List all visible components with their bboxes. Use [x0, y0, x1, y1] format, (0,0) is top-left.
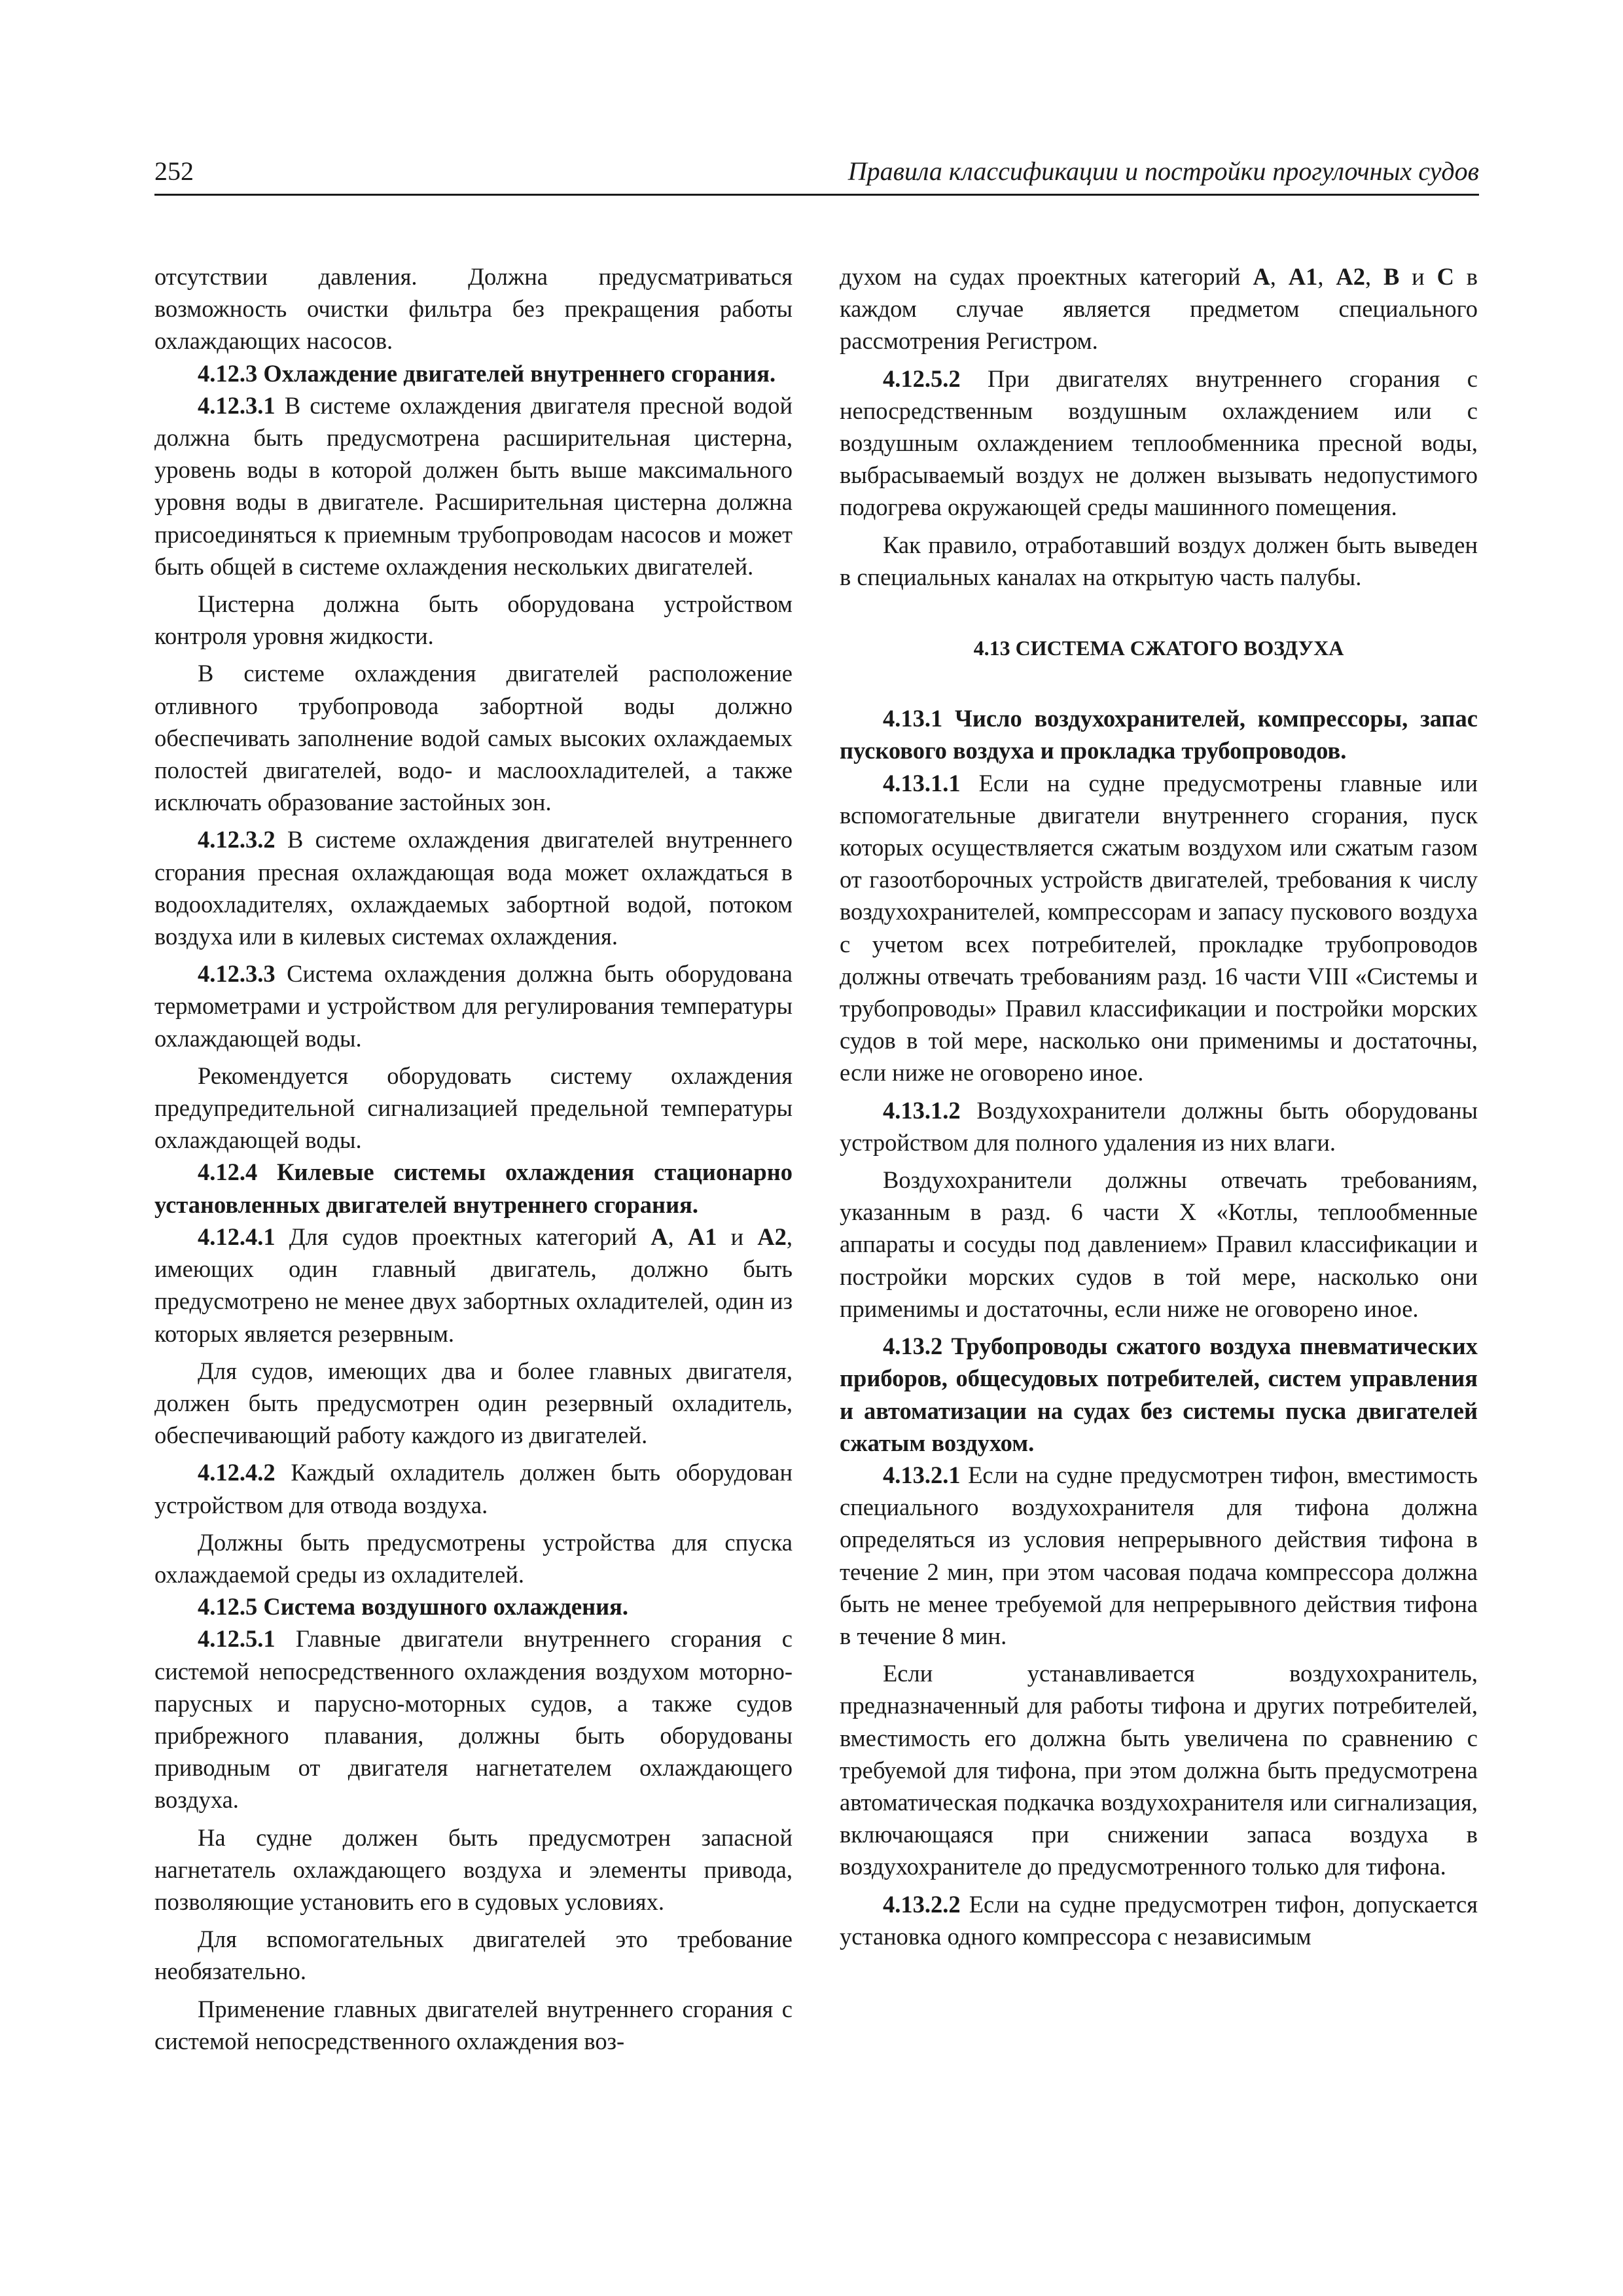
clause-4-12-4-2	[154, 1456, 793, 1520]
clause-number: 4.12.3.3	[198, 960, 276, 988]
clause-4-13-2-1	[840, 1459, 1478, 1652]
clause-text: , имеющих один главный двигатель, должно быть предусмотрено не менее двух забортных охладителей, один из которых является резервным.	[154, 1223, 793, 1347]
paragraph: Для вспомогательных двигателей это требование необязательно.	[154, 1926, 793, 1985]
clause-number: 4.13.1.2	[883, 1096, 961, 1124]
category-label: A2	[757, 1223, 787, 1250]
conjunction: и	[1399, 263, 1437, 290]
right-column	[840, 260, 1478, 1952]
clause-4-13-2-2	[840, 1888, 1478, 1952]
clause-text: Если на судне предусмотрен тифон, вместимость специального воздухохранителя для тифона должна определяться из условия непрерывного действия тифона в течение 2 мин, при этом часовая подача компрессора должна быть не менее требуемой для непрерывного действия тифона в течение 8 мин.	[840, 1461, 1478, 1649]
separator: ,	[1317, 263, 1336, 290]
clause-text: Главные двигатели внутреннего сгорания с системой непосредственного охлаждения воздухом моторно-парусных и парусно-моторных судов, а также судов прибрежного плавания, должны быть оборудованы приводным от двигателя нагнетателем охлаждающего воздуха.	[154, 1625, 793, 1814]
clause-4-13-1-2	[840, 1094, 1478, 1158]
conjunction: и	[717, 1223, 758, 1250]
paragraph-text: в каждом случае является предметом специального рассмотрения Регистром.	[840, 263, 1478, 355]
paragraph: Как правило, отработавший воздух должен быть выведен в специальных каналах на открытую часть палубы.	[840, 531, 1478, 590]
separator: ,	[668, 1223, 688, 1250]
clause-4-12-3-1	[154, 389, 793, 583]
clause-text: В системе охлаждения двигателя пресной водой должна быть предусмотрена расширительная цистерна, уровень воды в которой должен быть выше максимального уровня воды в двигателе. Расширительная цистерна должна присоединяться к приемным трубопроводам насосов и может быть общей в системе охлаждения нескольких двигателей.	[154, 391, 793, 580]
separator: ,	[1364, 263, 1383, 290]
left-column	[154, 260, 793, 2057]
clause-text: Каждый охладитель должен быть оборудован устройством для отвода воздуха.	[154, 1459, 793, 1518]
paragraph: Цистерна должна быть оборудована устройством контроля уровня жидкости.	[154, 590, 793, 650]
clause-text: Воздухохранители должны быть оборудованы устройством для полного удаления из них влаги.	[840, 1096, 1478, 1156]
paragraph: Рекомендуется оборудовать систему охлаждения предупредительной сигнализацией предельной температуры охлаждающей воды.	[154, 1062, 793, 1154]
paragraph: В системе охлаждения двигателей расположение отливного трубопровода забортной воды должно обеспечивать заполнение водой самых высоких охлаждаемых полостей двигателей, водо- и маслоохладителей, а также исключать образование застойных зон.	[154, 660, 793, 816]
paragraph: Если устанавливается воздухохранитель, предназначенный для работы тифона и других потребителей, вместимость его должна быть увеличена по сравнению с требуемой для тифона, при этом должна быть предусмотрена автоматическая подкачка воздухохранителя или сигнализация, включающаяся при снижении запаса воздуха в воздухохранителе до предусмотренного только для тифона.	[840, 1660, 1478, 1880]
clause-text: В системе охлаждения двигателей внутреннего сгорания пресная охлаждающая вода может охлаждаться в водоохладителях, охлаждаемых забортной водой, потоком воздуха или в килевых системах охлаждения.	[154, 826, 793, 950]
clause-4-13-1-1	[840, 767, 1478, 1089]
clause-number: 4.12.4.2	[198, 1459, 276, 1486]
clause-text: При двигателях внутреннего сгорания с непосредственным воздушным охлаждением или с воздушным охлаждением теплообменника пресной воды, выбрасываемый воздух не должен вызывать недопустимого подогрева окружающей среды машинного помещения.	[840, 365, 1478, 521]
category-label: A	[651, 1223, 668, 1250]
clause-text: Если на судне предусмотрены главные или вспомогательные двигатели внутреннего сгорания, пуск которых осуществляется сжатым воздухом или сжатым газом от газоотборочных устройств двигателей, требования к числу воздухохранителей, компрессорам и запасу пускового воздуха с учетом всех потребителей, прокладке трубопроводов должны отвечать требованиям разд. 16 части VIII «Системы и трубопроводы» Правил классификации и постройки морских судов в той мере, насколько они применимы и достаточны, если ниже не оговорено иное.	[840, 769, 1478, 1086]
section-title: 4.13 СИСТЕМА СЖАТОГО ВОЗДУХА	[973, 636, 1344, 660]
category-label: A2	[1336, 263, 1365, 290]
paragraph: Применение главных двигателей внутреннего сгорания с системой непосредственного охлаждения воз-	[154, 1995, 793, 2054]
clause-4-12-5-2	[840, 363, 1478, 524]
clause-number: 4.12.4.1	[198, 1223, 276, 1250]
clause-4-12-3-2	[154, 823, 793, 952]
clause-number: 4.12.5.2	[883, 365, 961, 392]
paragraph: Должны быть предусмотрены устройства для спуска охлаждаемой среды из охладителей.	[154, 1528, 793, 1588]
subsection-heading-4-12-4: 4.12.4 Килевые системы охлаждения стационарно установленных двигателей внутреннего сгорания.	[154, 1158, 793, 1218]
subsection-heading-4-13-1: 4.13.1 Число воздухохранителей, компрессоры, запас пускового воздуха и прокладка трубопроводов.	[840, 705, 1478, 764]
paragraph-continued	[840, 260, 1478, 357]
running-title: Правила классификации и постройки прогулочных судов	[847, 156, 1479, 186]
paragraph-text: духом на судах проектных категорий	[840, 263, 1253, 290]
paragraph: Для судов, имеющих два и более главных двигателя, должен быть предусмотрен один резервный охладитель, обеспечивающий работу каждого из двигателей.	[154, 1357, 793, 1449]
subsection-heading-4-12-5: 4.12.5 Система воздушного охлаждения.	[198, 1593, 629, 1621]
category-label: A1	[687, 1223, 717, 1250]
subsection-heading-4-12-3: 4.12.3 Охлаждение двигателей внутреннего сгорания.	[198, 359, 776, 387]
paragraph: отсутствии давления. Должна предусматриваться возможность очистки фильтра без прекращения работы охлаждающих насосов.	[154, 263, 793, 355]
clause-number: 4.12.3.2	[198, 826, 276, 853]
clause-text: Для судов проектных категорий	[275, 1223, 651, 1250]
paragraph: На судне должен быть предусмотрен запасной нагнетатель охлаждающего воздуха и элементы привода, позволяющие установить его в судовых условиях.	[154, 1823, 793, 1915]
category-label: B	[1383, 263, 1400, 290]
clause-4-12-4-1	[154, 1221, 793, 1350]
page-number: 252	[154, 156, 194, 186]
category-label: C	[1436, 263, 1454, 290]
category-label: A	[1253, 263, 1270, 290]
clause-text: Если на судне предусмотрен тифон, допускается установка одного компрессора с независимым	[840, 1890, 1478, 1950]
paragraph: Воздухохранители должны отвечать требованиям, указанным в разд. 6 части X «Котлы, теплообменные аппараты и сосуды под давлением» Правил классификации и постройки морских судов в той мере, насколько они применимы и достаточны, если ниже не оговорено иное.	[840, 1166, 1478, 1322]
separator: ,	[1270, 263, 1289, 290]
subsection-heading-4-13-2: 4.13.2 Трубопроводы сжатого воздуха пневматических приборов, общесудовых потребителей, систем управления и автоматизации на судах без системы пуска двигателей сжатым воздухом.	[840, 1333, 1478, 1456]
page-header	[154, 152, 1479, 196]
clause-4-12-5-1	[154, 1623, 793, 1816]
clause-number: 4.13.2.1	[883, 1461, 961, 1488]
category-label: A1	[1288, 263, 1318, 290]
clause-number: 4.12.5.1	[198, 1625, 276, 1653]
clause-number: 4.13.2.2	[883, 1890, 961, 1918]
clause-number: 4.13.1.1	[883, 769, 961, 797]
clause-4-12-3-3	[154, 958, 793, 1054]
clause-text: Система охлаждения должна быть оборудована термометрами и устройством для регулирования температуры охлаждающей воды.	[154, 960, 793, 1052]
clause-number: 4.12.3.1	[198, 391, 276, 419]
